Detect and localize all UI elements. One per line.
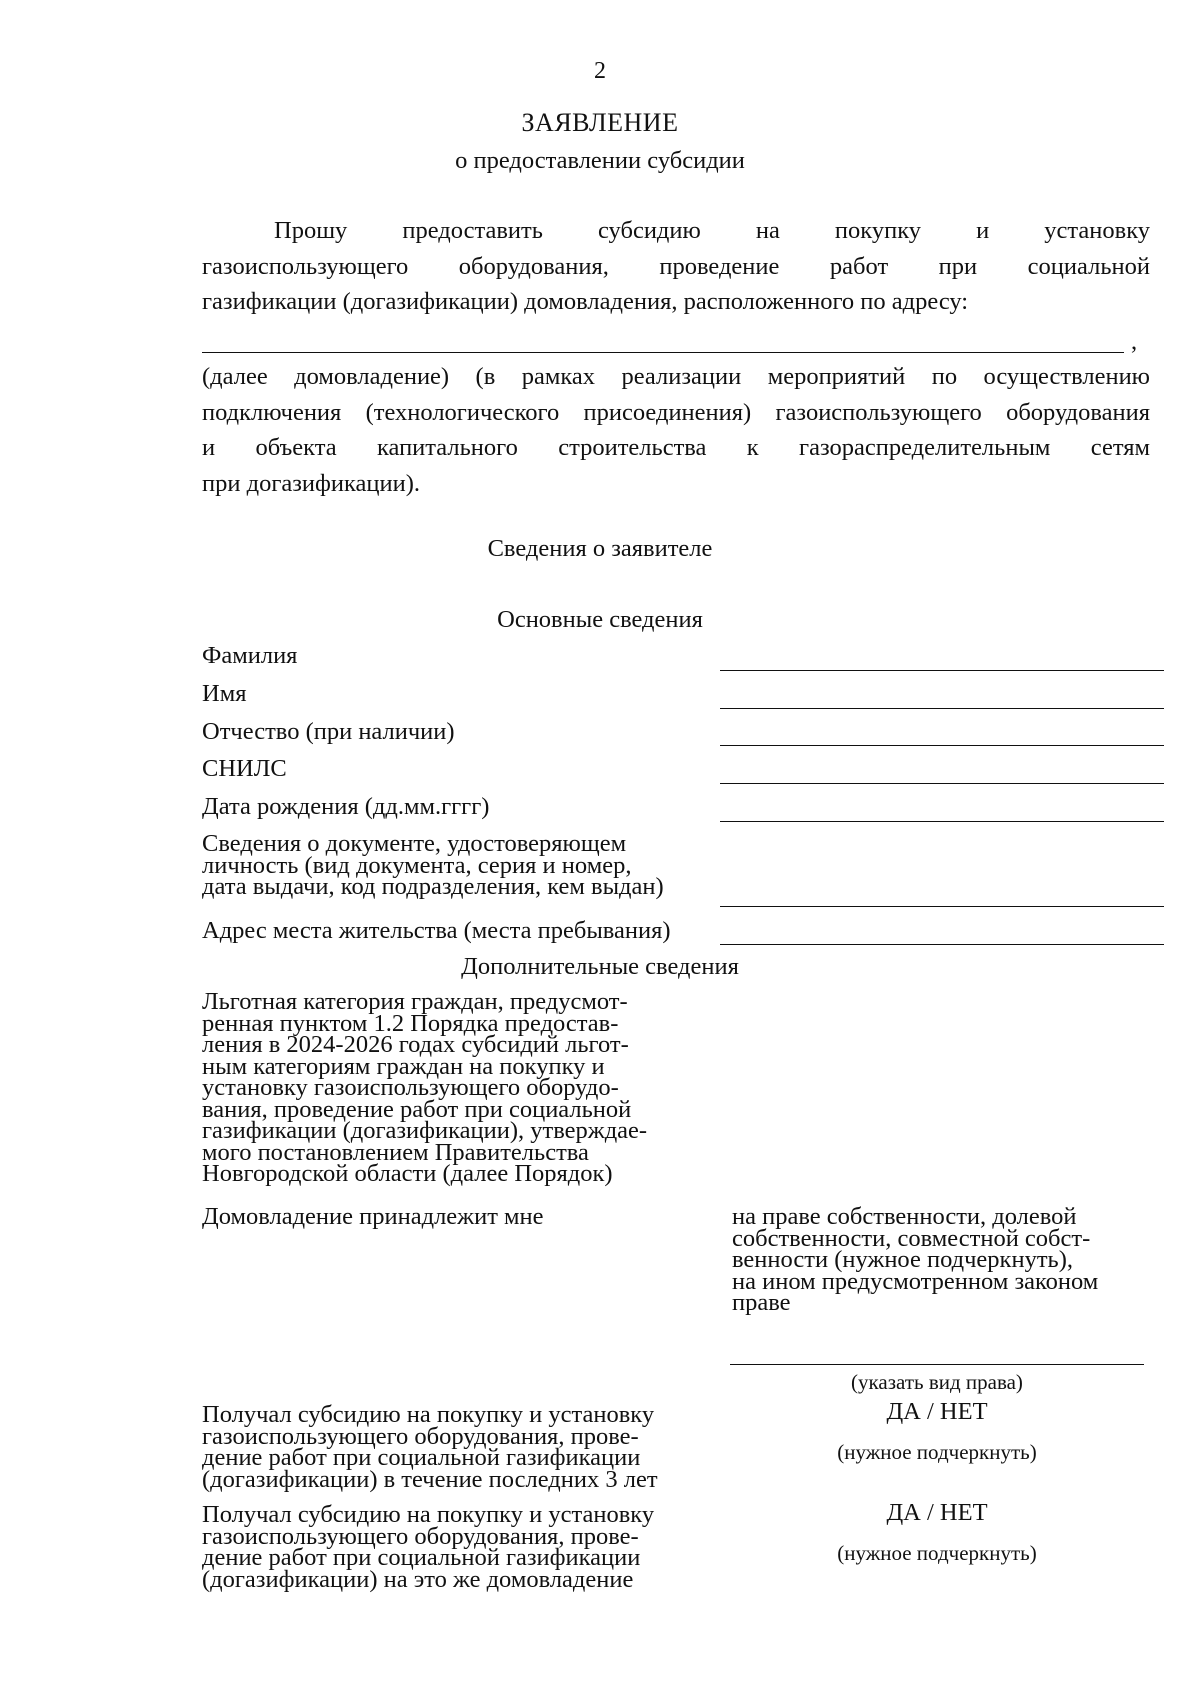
label-line: дение работ при социальной газификации (202, 1544, 641, 1571)
option-line: праве (732, 1289, 791, 1316)
snils-label: СНИЛС (202, 755, 287, 782)
subsidy-last-3-years-hint: (нужное подчеркнуть) (837, 1440, 1037, 1464)
snils-field[interactable] (720, 783, 1164, 784)
option-line: венности (нужное подчеркнуть), (732, 1246, 1073, 1273)
ownership-options[interactable] (732, 1203, 1152, 1316)
label-line: Льготная категория граждан, предусмот- (202, 988, 628, 1015)
label-line: вания, проведение работ при социальной (202, 1095, 632, 1123)
label-line: дата выдачи, код подразделения, кем выдан) (202, 873, 664, 900)
label-line: ным категориям граждан на покупку и (202, 1052, 605, 1080)
label-line: дение работ при социальной газификации (202, 1444, 641, 1471)
label-line: ления в 2024-2026 годах субсидий льгот- (202, 1031, 629, 1058)
birth-date-field[interactable] (720, 821, 1164, 822)
birth-date-label: Дата рождения (дд.мм.гггг) (202, 793, 490, 820)
label-line: мого постановлением Правительства (202, 1138, 589, 1166)
label-line: (догазификации) на это же домовладение (202, 1565, 634, 1593)
label-line: Сведения о документе, удостоверяющем (202, 830, 627, 857)
paragraph-line: газоиспользующего оборудования, проведение работ при социальной (202, 252, 1150, 280)
ownership-hint: (указать вид права) (851, 1370, 1023, 1394)
paragraph-line: Прошу предоставить субсидию на покупку и установку (274, 217, 1150, 244)
label-line: газификации (догазификации), утверждае- (202, 1117, 648, 1144)
name-field[interactable] (720, 708, 1164, 709)
surname-label: Фамилия (202, 642, 298, 669)
paragraph-line: (далее домовладение) (в рамках реализации мероприятий по осуществлению (202, 363, 1150, 390)
ownership-label: Домовладение принадлежит мне (202, 1203, 544, 1230)
applicant-section-title: Сведения о заявителе (487, 535, 713, 562)
additional-section-title: Дополнительные сведения (461, 953, 739, 980)
label-line: газоиспользующего оборудования, прове- (202, 1522, 639, 1550)
label-line: установку газоиспользующего оборудо- (202, 1074, 619, 1101)
privileged-category-label (202, 988, 704, 1187)
option-line: на ином предусмотренном законом (732, 1267, 1099, 1295)
subsidy-same-household-hint: (нужное подчеркнуть) (837, 1541, 1037, 1565)
subsidy-last-3-years-label (202, 1401, 704, 1493)
id-document-label (202, 830, 704, 900)
patronymic-field[interactable] (720, 745, 1164, 746)
page-number: 2 (594, 58, 606, 84)
continuation-paragraph (202, 359, 1150, 501)
residence-address-label: Адрес места жительства (места пребывания) (202, 917, 671, 944)
option-line: на праве собственности, долевой (732, 1203, 1077, 1230)
paragraph-line: при догазификации). (202, 469, 421, 497)
label-line: (догазификации) в течение последних 3 лет (202, 1465, 658, 1493)
paragraph-line: газификации (догазификации) домовладения, расположенного по адресу: (202, 288, 969, 315)
address-input-line[interactable] (202, 352, 1124, 353)
label-line: личность (вид документа, серия и номер, (202, 851, 632, 879)
name-label: Имя (202, 680, 247, 707)
label-line: Получал субсидию на покупку и установку (202, 1501, 655, 1528)
request-paragraph (202, 213, 1150, 320)
ownership-right-type-field[interactable] (730, 1364, 1144, 1365)
subsidy-last-3-years-answer[interactable]: ДА / НЕТ (886, 1398, 988, 1425)
label-line: Получал субсидию на покупку и установку (202, 1401, 655, 1428)
paragraph-line: подключения (технологического присоединения) газоиспользующего оборудования (202, 398, 1150, 426)
label-line: газоиспользующего оборудования, прове- (202, 1422, 639, 1450)
paragraph-line: и объекта капитального строительства к газораспределительным сетям (202, 434, 1150, 461)
residence-address-field[interactable] (720, 944, 1164, 945)
label-line: ренная пунктом 1.2 Порядка предостав- (202, 1009, 619, 1037)
address-comma: , (1131, 328, 1138, 355)
surname-field[interactable] (720, 670, 1164, 671)
option-line: собственности, совместной собст- (732, 1224, 1091, 1252)
subsidy-same-household-answer[interactable]: ДА / НЕТ (886, 1499, 988, 1526)
document-title: ЗАЯВЛЕНИЕ (521, 108, 679, 137)
document-subtitle: о предоставлении субсидии (455, 147, 745, 174)
basic-section-title: Основные сведения (497, 606, 703, 633)
patronymic-label: Отчество (при наличии) (202, 718, 455, 745)
id-document-field[interactable] (720, 906, 1164, 907)
subsidy-same-household-label (202, 1501, 704, 1593)
label-line: Новгородской области (далее Порядок) (202, 1160, 613, 1187)
